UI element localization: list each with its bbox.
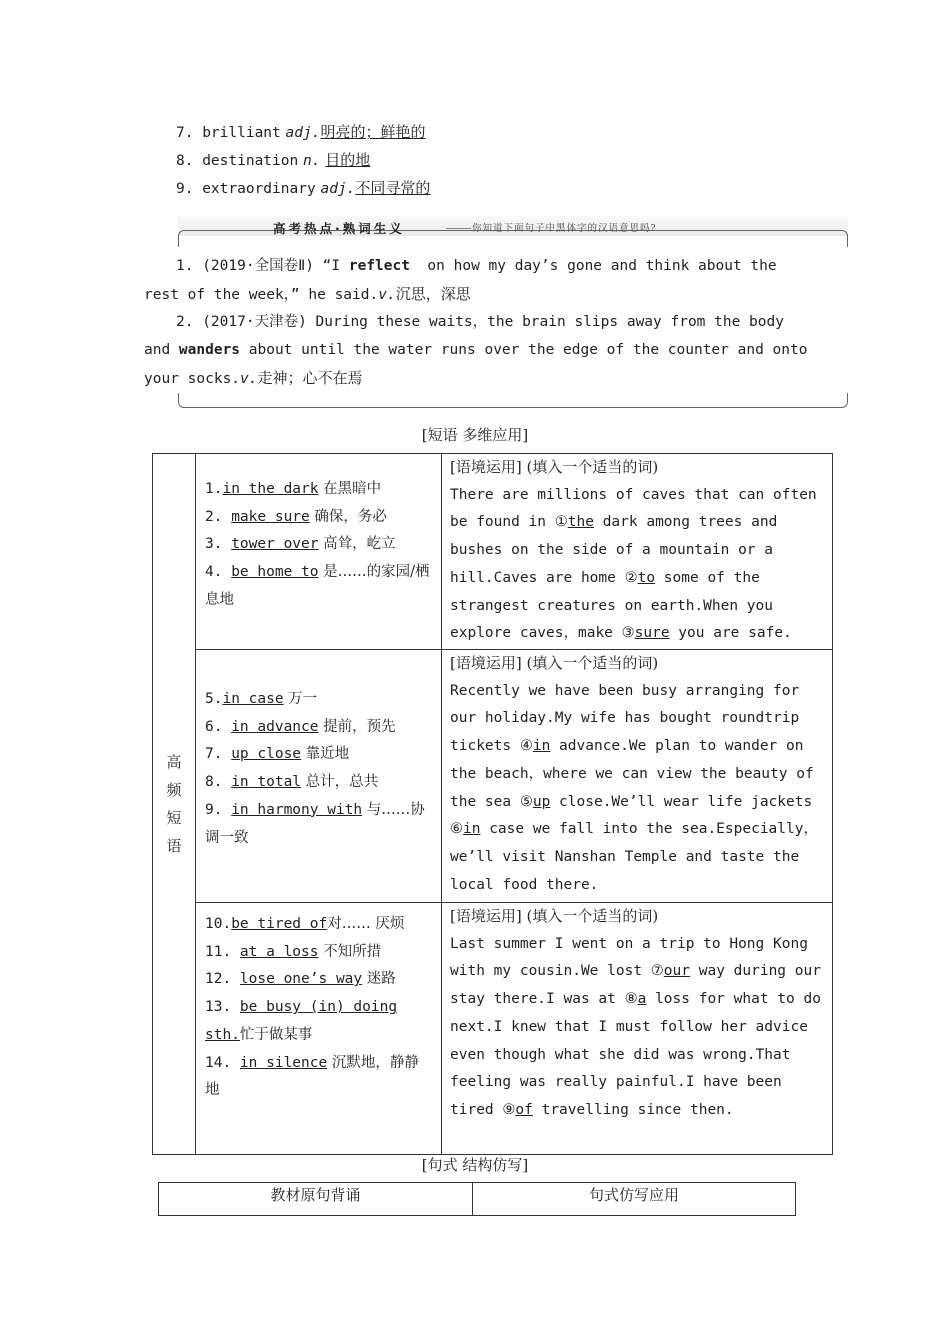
- answer-blank: in: [532, 738, 551, 755]
- example-2-line-2: and wanders about until the water runs over the edge of the counter and onto: [144, 342, 808, 358]
- example-1-line-2: rest of the week，” he said.v.沉思，深思: [144, 285, 471, 303]
- banner-note: 你知道下面句子中黑体字的汉语意思吗?: [472, 223, 657, 234]
- section-title-sentences: [句式 结构仿写]: [421, 1156, 529, 1174]
- phrase-item: 3. tower over 高耸，屹立: [205, 536, 396, 553]
- phrase-item: 13. be busy (in) doing sth.忙于做某事: [205, 999, 398, 1043]
- vocab-item-9: 9. extraordinary adj.不同寻常的: [176, 179, 431, 197]
- phrase-item: 11. at a loss 不知所措: [205, 943, 382, 960]
- blank-number: ④: [519, 738, 533, 755]
- phrase-item: 7. up close 靠近地: [205, 746, 350, 763]
- context-cell: [442, 903, 833, 1155]
- blank-number: ⑤: [519, 793, 533, 810]
- context-header: [语境运用] (填入一个适当的词): [450, 654, 659, 672]
- answer-blank: up: [532, 793, 551, 810]
- answer-blank: a: [637, 991, 647, 1008]
- phrase-item: 5.in case 万一: [205, 691, 318, 707]
- context-text: Recently we have been busy arranging for our holiday.My wife has bought roundtrip tickets ④in advance.We plan to wander on the beach，where we can view the beauty of the sea ⑤up close.We’ll wear life jackets ⑥in case we fall into the sea.Especially，we’ll visit Nanshan Temple and taste the local food there.: [450, 682, 818, 893]
- blank-number: ⑧: [624, 991, 638, 1008]
- section-title-phrases: [短语 多维应用]: [421, 426, 529, 444]
- blank-number: ③: [621, 625, 635, 642]
- answer-blank: the: [567, 514, 594, 531]
- header-imitation: 句式仿写应用: [473, 1183, 796, 1216]
- phrase-cell: [196, 903, 442, 1155]
- header-original-sentence: 教材原句背诵: [159, 1183, 473, 1216]
- blank-number: ②: [624, 569, 638, 586]
- vocab-item-7: 7. brilliant adj.明亮的；鲜艳的: [176, 123, 426, 141]
- phrase-item: 2. make sure 确保，务必: [205, 508, 387, 525]
- context-cell: [442, 650, 833, 903]
- phrase-item: 9. in harmony with 与……协调一致: [205, 801, 425, 846]
- phrase-item: 14. in silence 沉默地，静静地: [205, 1054, 419, 1099]
- phrase-item: 8. in total 总计，总共: [205, 774, 379, 791]
- phrase-item: 12. lose one’s way 迷路: [205, 971, 396, 988]
- blank-number: ①: [554, 514, 568, 531]
- sentence-table: [158, 1182, 796, 1216]
- context-header: [语境运用] (填入一个适当的词): [450, 907, 659, 925]
- example-1-line-1: 1. (2019·全国卷Ⅱ) “I reflect on how my day’s gone and think about the: [176, 258, 777, 274]
- phrase-cell: [196, 650, 442, 903]
- phrase-item: 10.be tired of对…… 厌烦: [205, 916, 405, 932]
- answer-blank: sure: [634, 625, 670, 642]
- hot-topic-banner: [178, 208, 848, 248]
- context-cell: [442, 454, 833, 650]
- phrases-table: [152, 453, 833, 1155]
- context-header: [语境运用] (填入一个适当的词): [450, 458, 659, 476]
- context-text: There are millions of caves that can often be found in ①the dark among trees and bushes on the side of a mountain or a hill.Caves are home ②to some of the strangest creatures on earth.When you explore caves，make ③sure you are safe.: [450, 486, 817, 642]
- answer-blank: in: [463, 821, 481, 838]
- blank-number: ⑥: [450, 821, 463, 838]
- answer-blank: of: [515, 1101, 533, 1118]
- phrase-cell: [196, 454, 442, 650]
- blank-number: ⑦: [650, 963, 664, 980]
- blank-number: ⑨: [502, 1101, 516, 1118]
- bracket-bottom: [178, 393, 848, 408]
- banner-title: 高考热点·熟词生义: [273, 221, 405, 236]
- vocab-item-8: 8. destination n. 目的地: [176, 151, 371, 169]
- answer-blank: our: [663, 963, 690, 980]
- answer-blank: to: [637, 569, 656, 586]
- example-2-line-3: your socks.v.走神；心不在焉: [144, 369, 363, 387]
- phrase-item: 6. in advance 提前，预先: [205, 718, 396, 735]
- side-label: 高 频 短 语: [153, 454, 196, 1155]
- phrase-item: 4. be home to 是……的家园/栖息地: [205, 564, 430, 608]
- example-2-line-1: 2. (2017·天津卷) During these waits，the brain slips away from the body: [176, 314, 784, 330]
- context-text: Last summer I went on a trip to Hong Kong with my cousin.We lost ⑦our way during our stay there.I was at ⑧a loss for what to do next.I knew that I must follow her advice even though what she did was wrong.That feeling was really painful.I have been tired ⑨of travelling since then.: [450, 935, 821, 1118]
- phrase-item: 1.in the dark 在黑暗中: [205, 481, 382, 497]
